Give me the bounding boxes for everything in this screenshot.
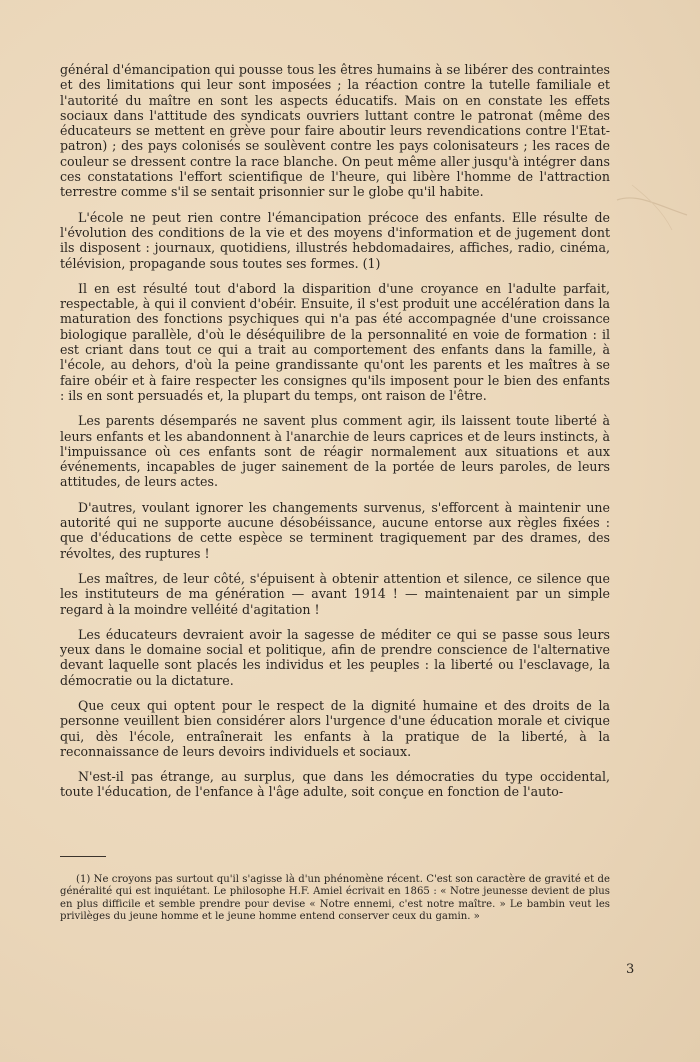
- paragraph-4: Les parents désemparés ne savent plus comment agir, ils laissent toute liberté à leurs enfants et les abandonnent à l'anarchie de leurs caprices et de leurs instincts, à l'impuissance où ces enfants sont de réagir normalement aux situations et aux événements, incapables de juger sainement de la portée de leurs paroles, de leurs attitudes, de leurs actes.: [60, 413, 610, 490]
- paragraph-1: général d'émancipation qui pousse tous les êtres humains à se libérer des contraintes et des limitations qui leur sont imposées ; la réaction contre la tutelle familiale et l'autorité du maître en sont les aspects éducatifs. Mais on en constate les effets sociaux dans l'attitude des syndicats ouvriers luttant contre le patronat (même des éducateurs se mettent en grève pour faire aboutir leurs revendications contre l'Etat-patron) ; des pays colonisés se soulèvent contre les pays colonisateurs ; les races de couleur se dressent contre la race blanche. On peut même aller jusqu'à intégrer dans ces constatations l'effort scientifique de l'heure, qui libère l'homme de l'attraction terrestre comme s'il se sentait prisonnier sur le globe qu'il habite.: [60, 62, 610, 200]
- paper-crease-mark: [612, 175, 692, 235]
- footnote-divider: [60, 856, 106, 857]
- paragraph-7: Les éducateurs devraient avoir la sagesse de méditer ce qui se passe sous leurs yeux dans le domaine social et politique, afin de prendre conscience de l'alternative devant laquelle sont placés les individus et les peuples : la liberté ou l'esclavage, la démocratie ou la dictature.: [60, 626, 610, 688]
- paragraph-9: N'est-il pas étrange, au surplus, que dans les démocraties du type occidental, toute l'éducation, de l'enfance à l'âge adulte, soit conçue en fonction de l'auto-: [60, 769, 610, 800]
- paragraph-5: D'autres, voulant ignorer les changements survenus, s'efforcent à maintenir une autorité qui ne supporte aucune désobéissance, aucune entorse aux règles fixées : que d'éducations de cette espèce se terminent tragiquement par des drames, des révoltes, des ruptures !: [60, 499, 610, 561]
- page-number: 3: [626, 962, 635, 977]
- body-text: [60, 62, 610, 810]
- footnote: (1) Ne croyons pas surtout qu'il s'agisse là d'un phénomène récent. C'est son caractère de gravité et de généralité qui est inquiétant. Le philosophe H.F. Amiel écrivait en 1865 : « Notre jeunesse devient de plus en plus difficile et semble prendre pour devise « Notre ennemi, c'est notre maître. » Le bambin veut les privilèges du jeune homme et le jeune homme entend conserver ceux du gamin. »: [60, 874, 610, 923]
- paragraph-8: Que ceux qui optent pour le respect de la dignité humaine et des droits de la personne veuillent bien considérer alors l'urgence d'une éducation morale et civique qui, dès l'école, entraînerait les enfants à la pratique de la liberté, à la reconnaissance de leurs devoirs individuels et sociaux.: [60, 697, 610, 759]
- paragraph-6: Les maîtres, de leur côté, s'épuisent à obtenir attention et silence, ce silence que les instituteurs de ma génération — avant 1914 ! — maintenaient par un simple regard à la moindre velléité d'agitation !: [60, 570, 610, 617]
- paragraph-3: Il en est résulté tout d'abord la disparition d'une croyance en l'adulte parfait, respectable, à qui il convient d'obéir. Ensuite, il s'est produit une accélération dans la maturation des fonctions psychiques qui n'a pas été accompagnée d'une croissance biologique parallèle, d'où le déséquilibre de la personnalité en voie de formation : il est criant dans tout ce qui a trait au comportement des enfants dans la famille, à l'école, au dehors, d'où la peine grandissante qu'ont les parents et les maîtres à se faire obéir et à faire respecter les consignes qu'ils imposent pour le bien des enfants : ils en sont persuadés et, la plupart du temps, ont raison de l'être.: [60, 280, 610, 403]
- paragraph-2: L'école ne peut rien contre l'émancipation précoce des enfants. Elle résulte de l'évolution des conditions de la vie et des moyens d'information et de jugement dont ils disposent : journaux, quotidiens, illustrés hebdomadaires, affiches, radio, cinéma, télévision, propagande sous toutes ses formes. (1): [60, 209, 610, 271]
